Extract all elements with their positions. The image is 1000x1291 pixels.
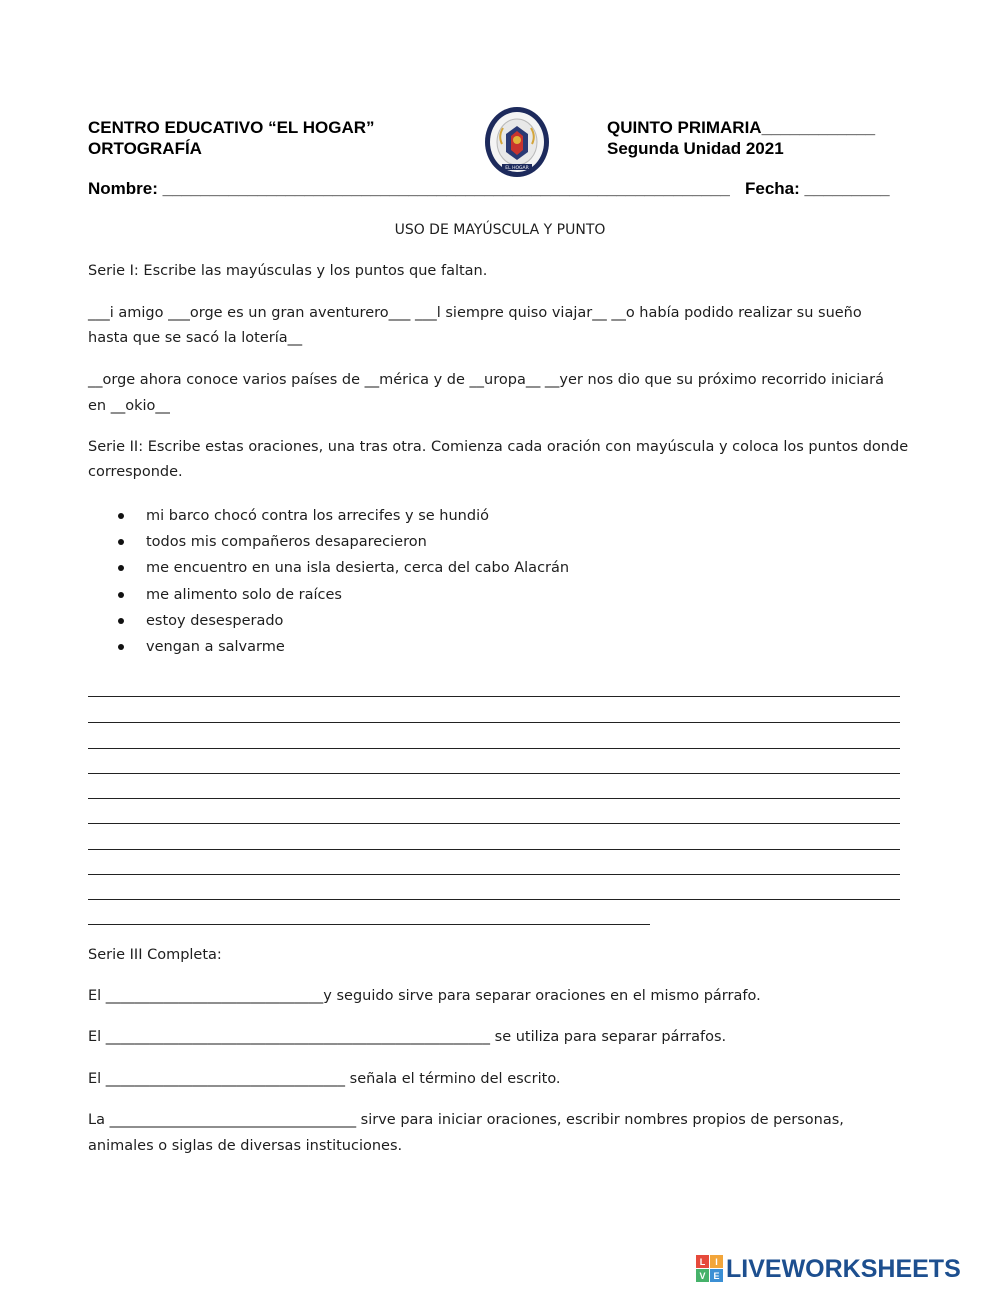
subject-title: ORTOGRAFÍA bbox=[88, 139, 202, 158]
unit-label: Segunda Unidad 2021 bbox=[607, 139, 784, 158]
serie3-sentence-4-line1[interactable]: La __________________________________ sirve para iniciar oraciones, escribir nombres propios de personas, bbox=[88, 1112, 844, 1128]
answer-line[interactable] bbox=[88, 773, 900, 774]
serie3-instruction: Serie III Completa: bbox=[88, 947, 222, 963]
list-item bbox=[88, 634, 569, 660]
answer-line[interactable] bbox=[88, 849, 900, 850]
serie3-sentence-1[interactable]: El ______________________________y seguido sirve para separar oraciones en el mismo párrafo. bbox=[88, 988, 761, 1004]
serie1-paragraph2-line2[interactable]: en __okio__ bbox=[88, 398, 170, 414]
list-item bbox=[88, 529, 569, 555]
answer-line[interactable] bbox=[88, 748, 900, 749]
brand-name: LIVEWORKSHEETS bbox=[726, 1254, 961, 1283]
list-item bbox=[88, 555, 569, 581]
list-item bbox=[88, 608, 569, 634]
bullet-icon bbox=[118, 592, 124, 598]
list-item bbox=[88, 503, 569, 529]
liveworksheets-brand bbox=[696, 1253, 961, 1285]
serie3-sentence-2[interactable]: El _____________________________________________________ se utiliza para separar párrafos. bbox=[88, 1029, 727, 1045]
svg-text:L: L bbox=[699, 1257, 706, 1267]
serie1-paragraph1-line2[interactable]: hasta que se sacó la lotería__ bbox=[88, 330, 303, 346]
svg-text:E: E bbox=[713, 1271, 720, 1281]
list-item-text: mi barco chocó contra los arrecifes y se hundió bbox=[146, 508, 489, 524]
list-item-text: todos mis compañeros desaparecieron bbox=[146, 534, 427, 551]
school-seal-logo bbox=[484, 106, 550, 178]
svg-text:I: I bbox=[715, 1257, 718, 1267]
answer-line[interactable] bbox=[88, 899, 900, 900]
bullet-icon bbox=[118, 644, 124, 650]
serie2-instruction-line2: corresponde. bbox=[88, 464, 183, 480]
school-name: CENTRO EDUCATIVO “EL HOGAR” bbox=[88, 118, 375, 137]
svg-text:V: V bbox=[699, 1271, 706, 1281]
serie1-paragraph2-line1[interactable]: __orge ahora conoce varios países de __mérica y de __uropa__ __yer nos dio que su próximo recorrido iniciará bbox=[88, 372, 884, 388]
list-item bbox=[88, 582, 569, 608]
list-item-text: estoy desesperado bbox=[146, 612, 284, 629]
answer-line[interactable] bbox=[88, 798, 900, 799]
bullet-icon bbox=[118, 618, 124, 624]
serie1-instruction: Serie I: Escribe las mayúsculas y los puntos que faltan. bbox=[88, 263, 488, 279]
list-item-text: me encuentro en una isla desierta, cerca del cabo Alacrán bbox=[146, 560, 570, 577]
worksheet-title: USO DE MAYÚSCULA Y PUNTO bbox=[394, 222, 606, 238]
grade-label: QUINTO PRIMARIA____________ bbox=[607, 118, 876, 137]
bullet-icon bbox=[118, 565, 124, 571]
serie2-instruction-line1: Serie II: Escribe estas oraciones, una tras otra. Comienza cada oración con mayúscula y coloca los puntos donde bbox=[88, 439, 909, 455]
answer-line[interactable] bbox=[88, 722, 900, 723]
serie1-paragraph1-line1[interactable]: ___i amigo ___orge es un gran aventurero___ ___l siempre quiso viajar__ __o había podido realizar su sueño bbox=[88, 305, 862, 321]
bullet-icon bbox=[118, 513, 124, 519]
date-field[interactable]: Fecha: _________ bbox=[745, 179, 890, 198]
bullet-icon bbox=[118, 539, 124, 545]
answer-line[interactable] bbox=[88, 924, 650, 925]
serie3-sentence-4-line2: animales o siglas de diversas instituciones. bbox=[88, 1138, 403, 1154]
liveworksheets-logo-icon bbox=[696, 1255, 724, 1283]
answer-line[interactable] bbox=[88, 874, 900, 875]
answer-line[interactable] bbox=[88, 823, 900, 824]
serie3-sentence-3[interactable]: El _________________________________ señala el término del escrito. bbox=[88, 1071, 561, 1087]
answer-line[interactable] bbox=[88, 696, 900, 697]
list-item-text: vengan a salvarme bbox=[146, 638, 285, 655]
list-item-text: me alimento solo de raíces bbox=[146, 586, 342, 603]
serie2-sentence-list bbox=[88, 503, 569, 660]
name-field[interactable]: Nombre: ____________________________________________________________ bbox=[88, 179, 730, 198]
seal-text: EL HOGAR bbox=[505, 166, 529, 171]
